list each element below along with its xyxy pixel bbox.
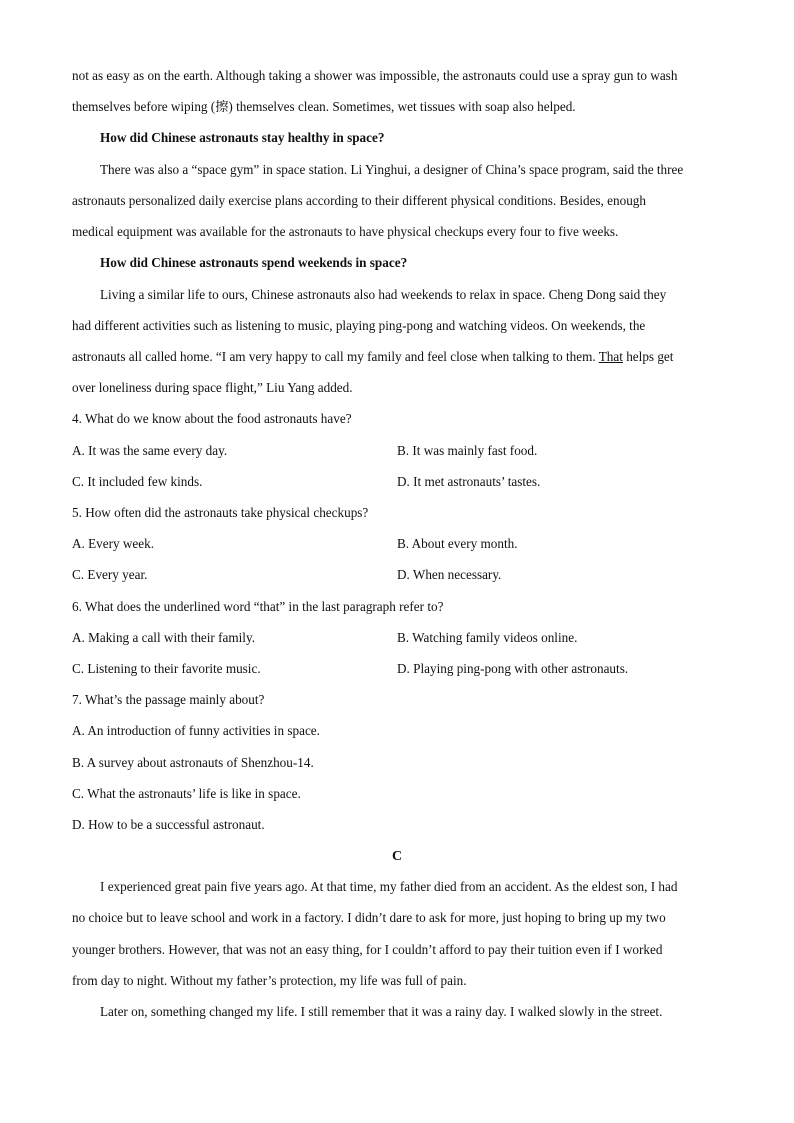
paragraph-line: from day to night. Without my father’s protection, my life was full of pain. xyxy=(72,973,467,988)
q4-option-a[interactable]: A. It was the same every day. xyxy=(72,443,228,458)
paragraph-line xyxy=(72,349,673,365)
paragraph-line: had different activities such as listening to music, playing ping-pong and watching videos. On weekends, the xyxy=(72,318,646,333)
question-stem-5: 5. How often did the astronauts take physical checkups? xyxy=(72,505,369,520)
section-heading-weekends: How did Chinese astronauts spend weekends in space? xyxy=(100,255,408,270)
q7-option-a[interactable]: A. An introduction of funny activities in space. xyxy=(72,723,320,738)
q6-option-c[interactable]: C. Listening to their favorite music. xyxy=(72,661,261,676)
paragraph-line: medical equipment was available for the astronauts to have physical checkups every four to five weeks. xyxy=(72,224,619,239)
text-span: astronauts all called home. “I am very happy to call my family and feel close when talking to them. xyxy=(72,349,599,364)
paragraph-line: no choice but to leave school and work in a factory. I didn’t dare to ask for more, just hoping to bring up my two xyxy=(72,910,666,925)
q5-option-b[interactable]: B. About every month. xyxy=(397,536,518,551)
q5-option-a[interactable]: A. Every week. xyxy=(72,536,155,551)
question-stem-7: 7. What’s the passage mainly about? xyxy=(72,692,265,707)
paragraph-line: astronauts personalized daily exercise plans according to their different physical conditions. Besides, enough xyxy=(72,193,646,208)
q7-option-d[interactable]: D. How to be a successful astronaut. xyxy=(72,817,265,832)
q7-option-c[interactable]: C. What the astronauts’ life is like in space. xyxy=(72,786,301,801)
paragraph-line: Living a similar life to ours, Chinese astronauts also had weekends to relax in space. Cheng Dong said they xyxy=(100,287,667,302)
paragraph-line: younger brothers. However, that was not an easy thing, for I couldn’t afford to pay their tuition even if I worked xyxy=(72,942,663,957)
question-stem-6: 6. What does the underlined word “that” in the last paragraph refer to? xyxy=(72,599,444,614)
paragraph-line: There was also a “space gym” in space station. Li Yinghui, a designer of China’s space program, said the three xyxy=(100,162,684,177)
paragraph-line: over loneliness during space flight,” Liu Yang added. xyxy=(72,380,353,395)
paragraph-line: I experienced great pain five years ago. At that time, my father died from an accident. As the eldest son, I had xyxy=(100,879,678,894)
section-heading-health: How did Chinese astronauts stay healthy in space? xyxy=(100,130,385,145)
q5-option-c[interactable]: C. Every year. xyxy=(72,567,148,582)
text-span: helps get xyxy=(622,349,674,364)
q4-option-d[interactable]: D. It met astronauts’ tastes. xyxy=(397,474,541,489)
section-c-heading: C xyxy=(391,849,403,864)
q5-option-d[interactable]: D. When necessary. xyxy=(397,567,502,582)
q4-option-b[interactable]: B. It was mainly fast food. xyxy=(397,443,538,458)
paragraph-line: Later on, something changed my life. I still remember that it was a rainy day. I walked slowly in the street. xyxy=(100,1004,663,1019)
question-stem-4: 4. What do we know about the food astronauts have? xyxy=(72,411,352,426)
paragraph-line: themselves before wiping (擦) themselves clean. Sometimes, wet tissues with soap also helped. xyxy=(72,99,576,114)
q7-option-b[interactable]: B. A survey about astronauts of Shenzhou-14. xyxy=(72,755,314,770)
q6-option-a[interactable]: A. Making a call with their family. xyxy=(72,630,255,645)
underlined-word-that: That xyxy=(598,349,623,364)
q6-option-b[interactable]: B. Watching family videos online. xyxy=(397,630,578,645)
paragraph-line: not as easy as on the earth. Although taking a shower was impossible, the astronauts could use a spray gun to wash xyxy=(72,68,678,83)
q4-option-c[interactable]: C. It included few kinds. xyxy=(72,474,203,489)
q6-option-d[interactable]: D. Playing ping-pong with other astronauts. xyxy=(397,661,629,676)
